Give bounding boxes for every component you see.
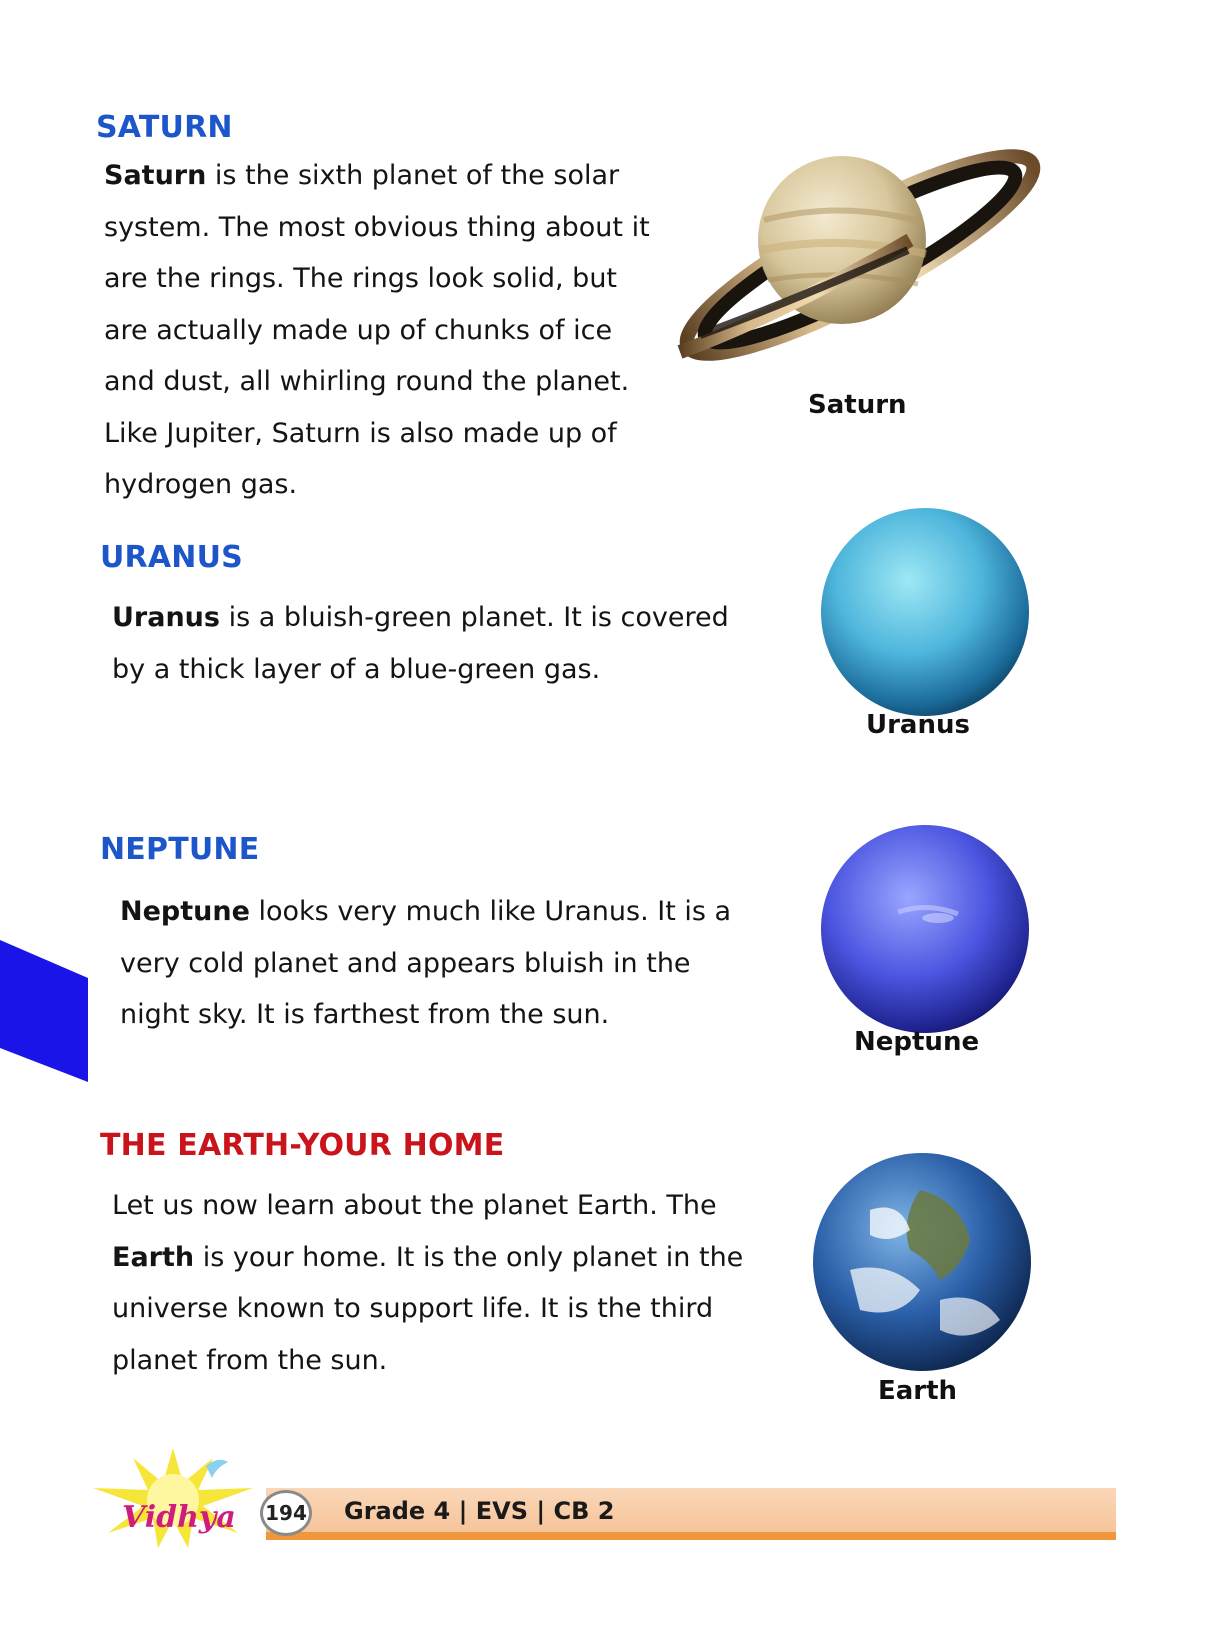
uranus-line: is a bluish-green planet. It is covered xyxy=(219,602,729,633)
uranus-bold-term: Uranus xyxy=(112,602,220,633)
neptune-heading: NEPTUNE xyxy=(100,832,260,867)
saturn-paragraph xyxy=(104,150,650,511)
neptune-caption: Neptune xyxy=(854,1027,980,1057)
saturn-bold-term: Saturn xyxy=(104,160,207,191)
saturn-line: and dust, all whirling round the planet. xyxy=(104,366,630,397)
page-number: 194 xyxy=(260,1490,312,1536)
neptune-line: looks very much like Uranus. It is a xyxy=(249,896,732,927)
saturn-line: system. The most obvious thing about it xyxy=(104,211,650,243)
earth-line: Let us now learn about the planet Earth. The xyxy=(112,1190,717,1221)
saturn-image xyxy=(660,130,1060,380)
neptune-line: very cold planet and appears bluish in the xyxy=(120,947,691,979)
earth-line: planet from the sun. xyxy=(112,1344,388,1376)
saturn-line: are actually made up of chunks of ice xyxy=(104,314,613,346)
uranus-heading: URANUS xyxy=(100,540,243,575)
earth-caption: Earth xyxy=(878,1376,958,1406)
side-tab-marker xyxy=(0,940,90,1082)
saturn-heading: SATURN xyxy=(96,110,233,145)
saturn-line: are the rings. The rings look solid, but xyxy=(104,263,618,294)
uranus-image xyxy=(818,505,1032,719)
neptune-paragraph xyxy=(120,886,731,1041)
earth-image xyxy=(810,1150,1034,1374)
footer-text: Grade 4 | EVS | CB 2 xyxy=(344,1497,615,1525)
uranus-caption: Uranus xyxy=(866,710,970,740)
neptune-image xyxy=(818,822,1032,1036)
saturn-caption: Saturn xyxy=(808,390,907,420)
saturn-line: Like Jupiter, Saturn is also made up of xyxy=(104,417,617,449)
uranus-line: by a thick layer of a blue-green gas. xyxy=(112,653,601,685)
earth-heading: THE EARTH-YOUR HOME xyxy=(100,1128,505,1163)
earth-line: universe known to support life. It is the third xyxy=(112,1293,714,1324)
logo-text: Vidhya xyxy=(122,1500,236,1535)
saturn-line: hydrogen gas. xyxy=(104,469,298,500)
earth-bold-term: Earth xyxy=(112,1241,195,1273)
neptune-bold-term: Neptune xyxy=(120,896,250,927)
earth-line: is your home. It is the only planet in the xyxy=(194,1241,744,1273)
saturn-line: is the sixth planet of the solar xyxy=(206,160,620,191)
earth-paragraph xyxy=(112,1180,743,1386)
uranus-paragraph xyxy=(112,592,729,695)
neptune-line: night sky. It is farthest from the sun. xyxy=(120,999,610,1030)
